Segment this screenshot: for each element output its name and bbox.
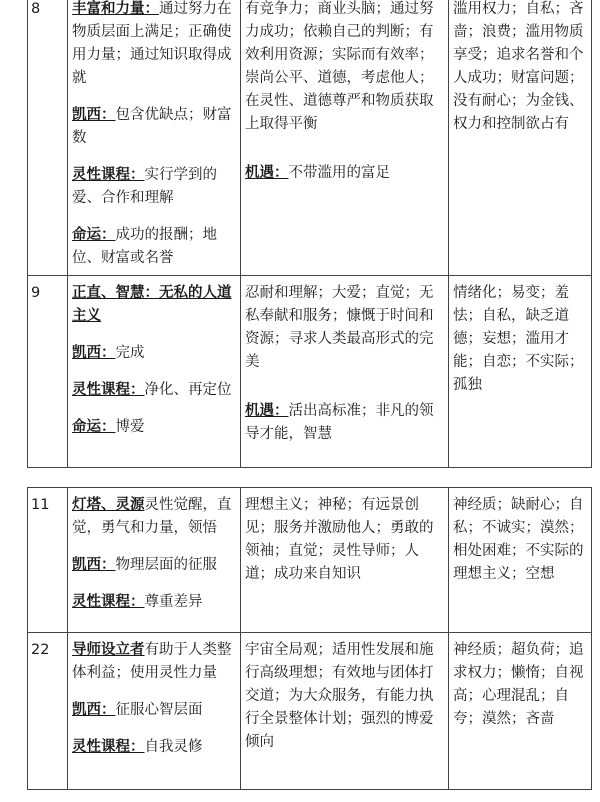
table-row-8	[28, 0, 592, 276]
keyword: 凯西：	[72, 702, 116, 718]
keyword: 导师设立者	[72, 642, 145, 658]
row-number: 9	[28, 276, 68, 468]
description: 博爱	[115, 419, 145, 435]
positive-traits-cell	[241, 276, 449, 468]
row-number: 22	[28, 633, 68, 790]
keyword: 正直、智慧：无私的人道主义	[72, 285, 232, 324]
keyword: 灵性课程：	[72, 167, 145, 183]
negative-traits-cell: 神经质；缺耐心；自私；不诚实；漠然；相处困难；不实际的理想主义；空想	[449, 488, 592, 633]
keyword: 灵性课程：	[72, 739, 145, 755]
numerology-table-part-1	[27, 0, 592, 468]
keyword: 凯西：	[72, 557, 116, 573]
row-number: 11	[28, 488, 68, 633]
description: 包含优缺点；财富数	[72, 107, 232, 146]
spiritual-lesson-paragraph	[72, 379, 237, 402]
keyword: 灵性课程：	[72, 594, 145, 610]
negative-traits-cell: 情绪化；易变；羞怯；自私，缺乏道德；妄想；滥用才能；自恋；不实际；孤独	[449, 276, 592, 468]
description: 不带滥用的富足	[288, 165, 390, 181]
keyword: 命运：	[72, 419, 116, 435]
numerology-table-part-2	[27, 487, 592, 790]
description: 尊重差异	[144, 594, 203, 610]
keyword: 机遇：	[245, 165, 289, 181]
meaning-cell	[68, 633, 241, 790]
negative-traits-cell: 滥用权力；自私；吝啬；浪费；滥用物质享受；追求名誉和个人成功；财富问题；没有耐心；为金钱、权力和控制欲占有	[449, 0, 592, 276]
table-row-11	[28, 488, 592, 633]
keyword: 灯塔、灵源	[72, 497, 145, 513]
positive-traits-text: 忍耐和理解；大爱；直觉；无私奉献和服务；慷慨于时间和资源；寻求人类最高形式的完美	[245, 285, 434, 370]
description: 净化、再定位	[144, 382, 232, 398]
meaning-paragraph	[72, 0, 237, 90]
meaning-paragraph	[72, 494, 237, 540]
destiny-paragraph	[72, 416, 237, 439]
cayce-paragraph	[72, 699, 237, 722]
meaning-cell	[68, 276, 241, 468]
description: 征服心智层面	[115, 702, 203, 718]
cayce-paragraph	[72, 554, 237, 577]
keyword: 命运：	[72, 227, 116, 243]
negative-traits-cell: 神经质；超负荷；追求权力；懒惰；自视高；心理混乱；自夸；漠然；吝啬	[449, 633, 592, 790]
spiritual-lesson-paragraph	[72, 736, 237, 759]
positive-traits-cell: 理想主义；神秘；有远景创见；服务并激励他人；勇敢的领袖；直觉；灵性导师；人道；成功来自知识	[241, 488, 449, 633]
keyword: 丰富和力量：	[72, 1, 159, 17]
description: 实行学到的爱、合作和理解	[72, 167, 217, 206]
destiny-paragraph	[72, 224, 237, 270]
meaning-cell	[68, 0, 241, 276]
description: 成功的报酬；地位、财富或名誉	[72, 227, 217, 266]
row-number: 8	[28, 0, 68, 276]
spiritual-lesson-paragraph	[72, 164, 237, 210]
opportunity-paragraph	[245, 400, 445, 446]
keyword: 机遇：	[245, 403, 289, 419]
spiritual-lesson-paragraph	[72, 591, 237, 614]
description: 物理层面的征服	[115, 557, 217, 573]
positive-traits-text: 有竞争力；商业头脑；通过努力成功；依赖自己的判断；有效利用资源；实际而有效率；崇尚公平、道德，考虑他人；在灵性、道德尊严和物质获取上取得平衡	[245, 1, 434, 132]
description: 有助于人类整体利益；使用灵性力量	[72, 642, 232, 681]
table-row-9	[28, 276, 592, 468]
meaning-paragraph	[72, 282, 237, 328]
positive-traits-cell	[241, 0, 449, 276]
keyword: 凯西：	[72, 107, 116, 123]
keyword: 凯西：	[72, 345, 116, 361]
description: 活出高标准；非凡的领导才能，智慧	[245, 403, 434, 442]
opportunity-paragraph	[245, 162, 445, 185]
table-row-22	[28, 633, 592, 790]
description: 自我灵修	[144, 739, 203, 755]
description: 完成	[115, 345, 145, 361]
cayce-paragraph	[72, 342, 237, 365]
meaning-cell	[68, 488, 241, 633]
positive-traits-cell: 宇宙全局观；适用性发展和施行高级理想；有效地与团体打交道；为大众服务，有能力执行全景整体计划；强烈的博爱倾向	[241, 633, 449, 790]
meaning-paragraph	[72, 639, 237, 685]
keyword: 灵性课程：	[72, 382, 145, 398]
description: 通过努力在物质层面上满足；正确使用力量；通过知识取得成就	[72, 1, 232, 86]
description: 灵性觉醒，直觉，勇气和力量，领悟	[72, 497, 232, 536]
cayce-paragraph	[72, 104, 237, 150]
